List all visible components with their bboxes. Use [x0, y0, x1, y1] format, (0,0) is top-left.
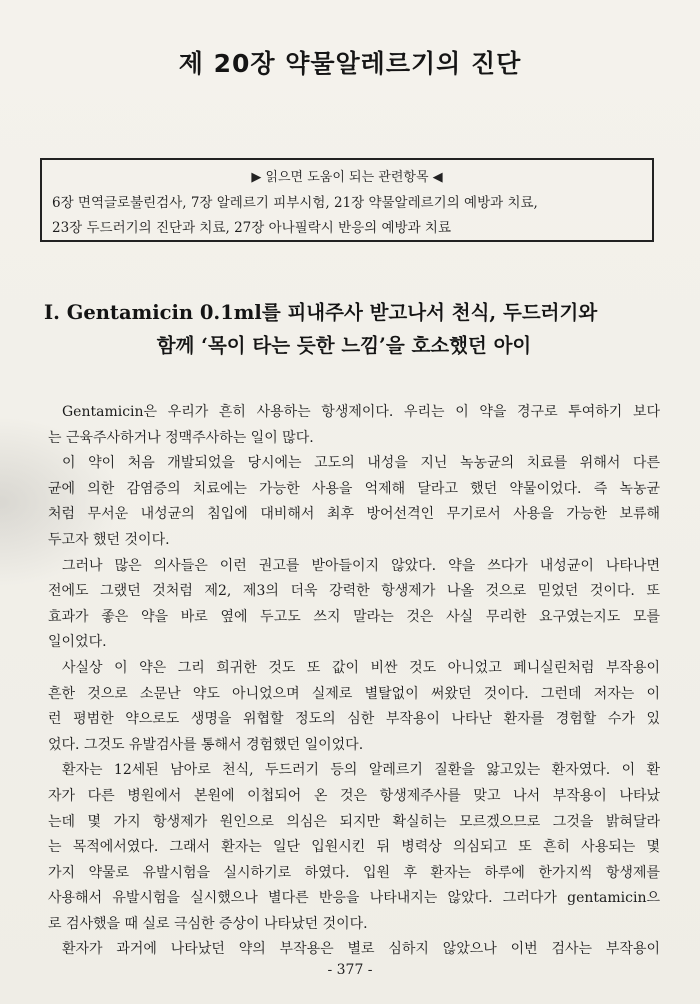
page-number: - 377 - [327, 962, 373, 978]
paragraph-line: 는 근육주사하거나 정맥주사하는 일이 많다. [48, 429, 314, 446]
paragraph-line: 로 검사했을 때 실로 극심한 증상이 나타났던 것이다. [48, 915, 368, 932]
paragraph-line: Gentamicin은 우리가 흔히 사용하는 항생제이다. 우리는 이 약을 경구로 투여하기 보다 [62, 404, 660, 420]
section-heading-line: 함께 ‘목이 타는 듯한 느낌’을 호소했던 아이 [156, 334, 532, 357]
chapter-title: 제 20장 약물알레르기의 진단 [178, 49, 522, 78]
paragraph-line: 런 평범한 약으로도 생명을 위협할 정도의 심한 부작용이 나타난 환자를 경험할 수가 있 [48, 711, 660, 728]
related-topics-heading: ▶ 읽으면 도움이 되는 관련항목 ◀ [251, 170, 443, 185]
paragraph-line: 이 약이 처음 개발되었을 당시에는 고도의 내성을 지닌 녹농균의 치료를 위해서 다른 [62, 455, 660, 472]
related-topics-line: 6장 면역글로불린검사, 7장 알레르기 피부시험, 21장 약물알레르기의 예방과 치료, [52, 195, 538, 211]
body-text [48, 400, 660, 963]
related-topics-box [40, 158, 654, 242]
paragraph-line: 는데 몇 가지 항생제가 원인으로 의심은 되지만 확실히는 모르겠으므로 그것을 밝혀달라 [48, 813, 660, 830]
paragraph-line: 는 목적에서였다. 그래서 환자는 일단 입원시킨 뒤 병력상 의심되고 또 흔히 사용되는 몇 [48, 839, 660, 856]
paragraph-line: 일이었다. [48, 634, 107, 651]
paragraph-line: 흔한 것으로 소문난 약도 아니었으며 실제로 별탈없이 써왔던 것이다. 그런데 저자는 이 [48, 685, 660, 702]
paragraph-line: 처럼 무서운 내성균의 침입에 대비해서 최후 방어선격인 무기로서 사용을 가능한 보류해 [48, 506, 660, 523]
paragraph-line: 효과가 좋은 약을 바로 옆에 두고도 쓰지 말라는 것은 사실 무리한 요구였는지도 모를 [48, 608, 660, 625]
section-heading [44, 296, 664, 362]
paragraph-line: 사용해서 유발시험을 실시했으나 별다른 반응을 나타내지는 않았다. 그러다가 gentamicin으 [48, 890, 660, 907]
section-heading-line: I. Gentamicin 0.1ml를 피내주사 받고나서 천식, 두드러기와 [44, 301, 598, 324]
paragraph-line: 전에도 그랬던 것처럼 제2, 제3의 더욱 강력한 항생제가 나올 것으로 믿었던 것이다. 또 [48, 583, 660, 600]
paragraph-line: 환자가 과거에 나타났던 약의 부작용은 별로 심하지 않았으나 이번 검사는 부작용이 [62, 941, 660, 958]
related-topics-line: 23장 두드러기의 진단과 치료, 27장 아나필락시 반응의 예방과 치료 [52, 220, 452, 236]
paragraph-line: 균에 의한 감염증의 치료에는 가능한 사용을 억제해 달라고 했던 약물이었다. 즉 녹농균 [48, 480, 660, 497]
paragraph-line: 두고자 했던 것이다. [48, 531, 170, 548]
paragraph-line: 그러나 많은 의사들은 이런 권고를 받아들이지 않았다. 약을 쓰다가 내성균이 나타나면 [62, 557, 660, 574]
paragraph-line: 사실상 이 약은 그리 희귀한 것도 또 값이 비싼 것도 아니었고 페니실린처럼 부작용이 [62, 659, 660, 676]
paragraph-line: 환자는 12세된 남아로 천식, 두드러기 등의 알레르기 질환을 앓고있는 환자였다. 이 환 [62, 762, 660, 779]
paragraph-line: 자가 다른 병원에서 본원에 이첩되어 온 것은 항생제주사를 맞고 나서 부작용이 나타났 [48, 787, 660, 804]
paragraph-line: 가지 약물로 유발시험을 실시하기로 하였다. 입원 후 환자는 하루에 한가지씩 항생제를 [48, 864, 660, 881]
paragraph-line: 었다. 그것도 유발검사를 통해서 경험했던 일이었다. [48, 736, 364, 753]
